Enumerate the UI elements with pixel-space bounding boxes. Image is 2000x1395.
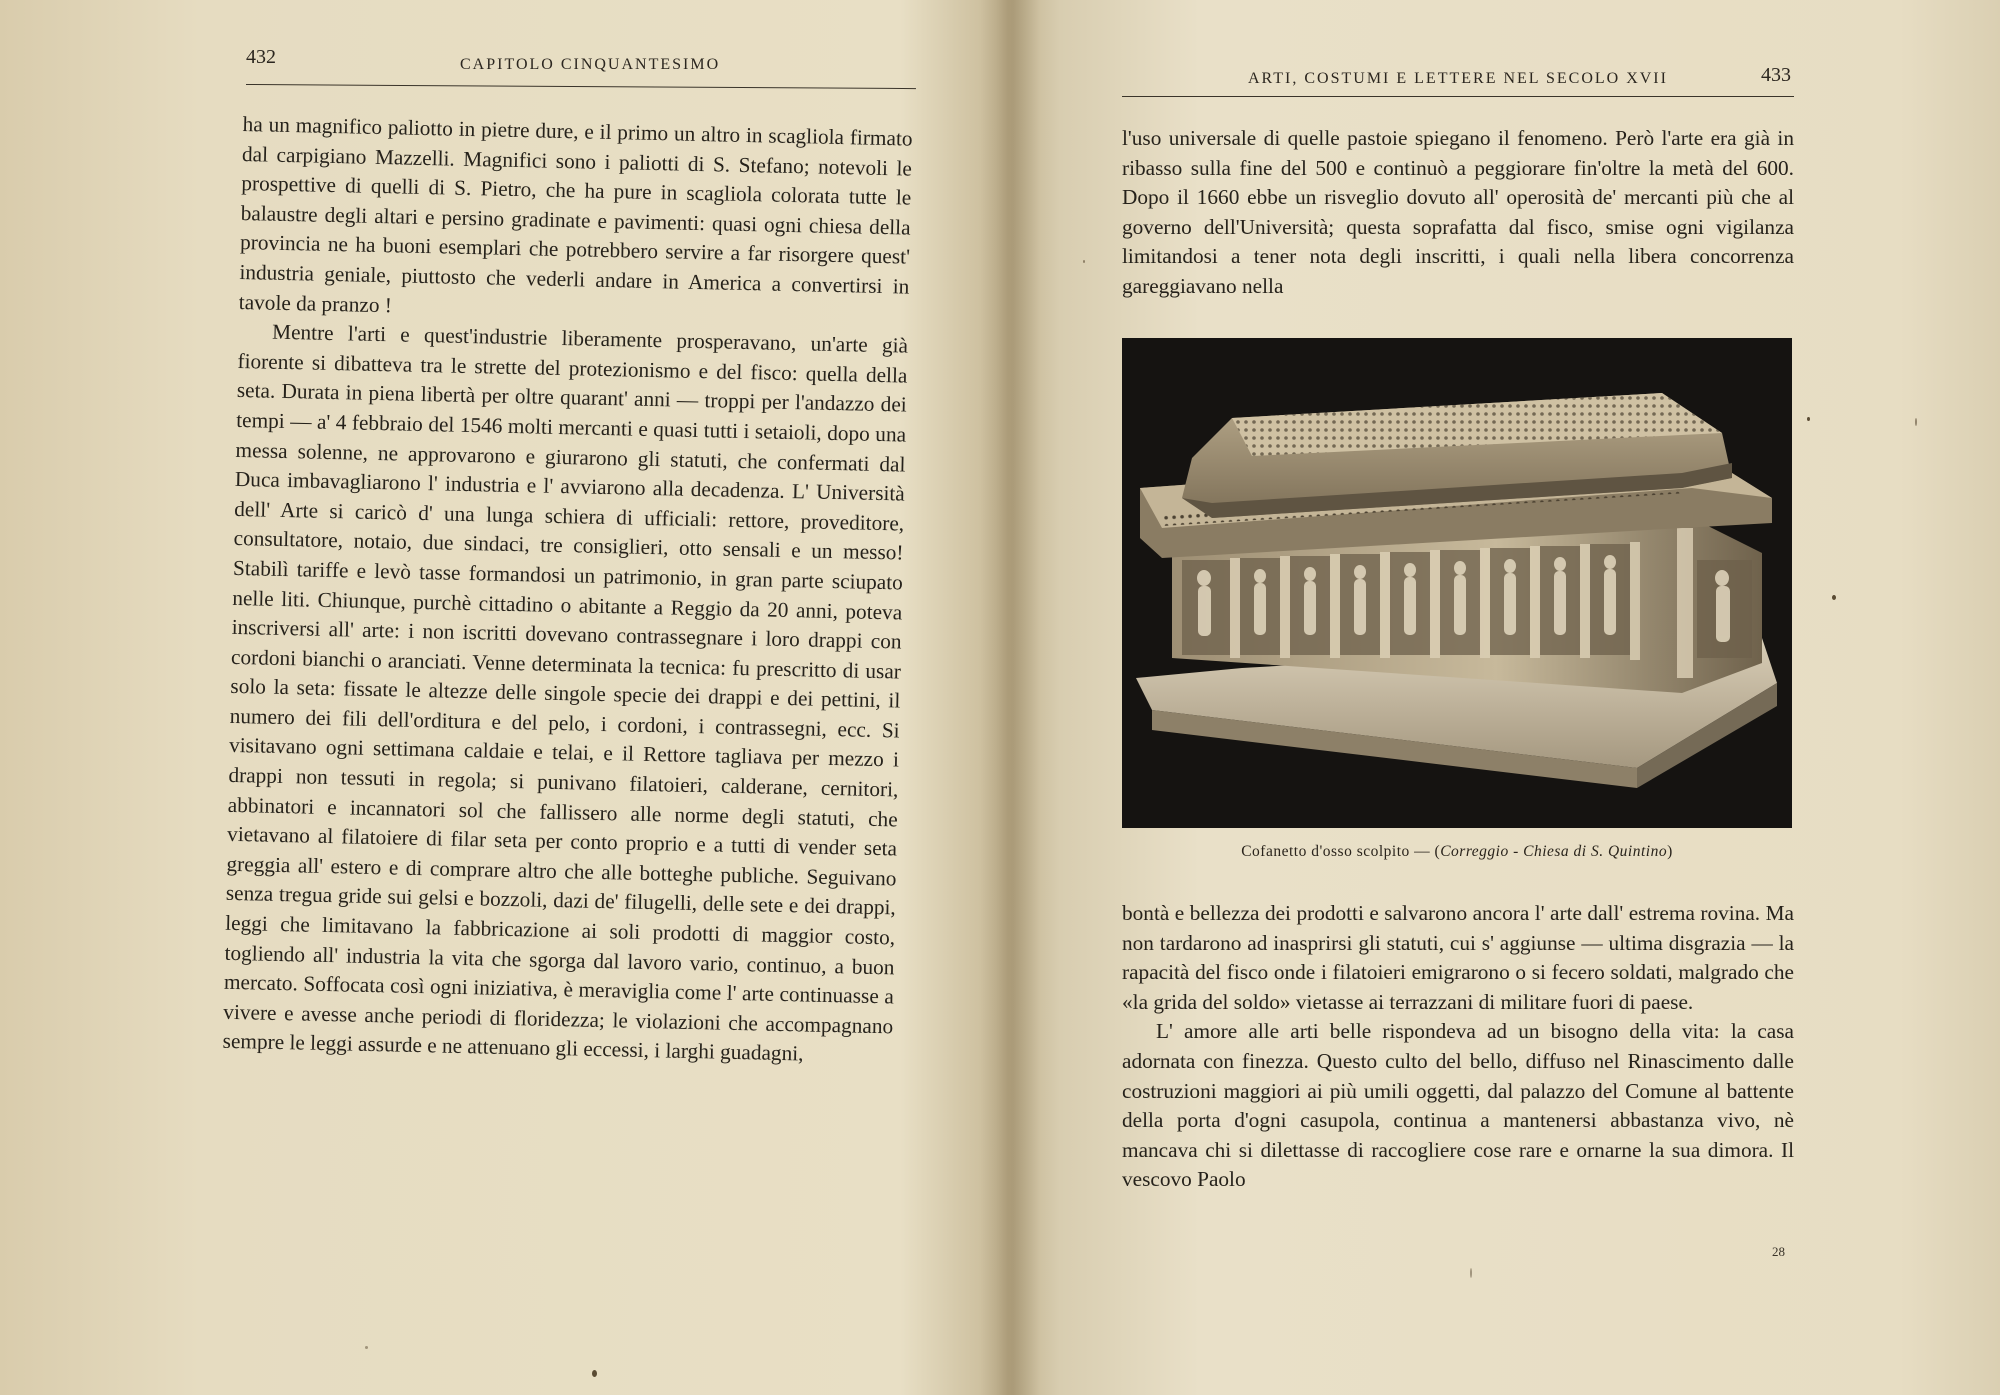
ink-speck xyxy=(1915,418,1917,426)
ink-speck xyxy=(365,1346,368,1349)
left-paragraph-2: Mentre l'arti e quest'industrie liberamente prosperavano, un'arte già fiorente si dibatteva tra le strette del protezionismo e del fisco: quella della seta. Durata in piena libertà per oltre quarant' anni — troppi per l'andazzo dei tempi — a' 4 febbraio del 1546 molti mercanti e quasi tutti i setaioli, dopo una messa solenne, ne approvarono e giurarono gli statuti, che confermati dal Duca imbavagliarono l' industria e l' avviarono alla decadenza. L' Università dell' Arte si caricò d' una lunga schiera di ufficiali: rettore, proveditore, consultatore, notaio, due sindaci, tre consiglieri, otto sensali e un messo! Stabilì tariffe e levò tasse formandosi un patrimonio, in gran parte sciupato nelle liti. Chiunque, purchè cittadino o abitante a Reggio da 20 anni, poteva inscriversi all' arte: i non iscritti dovevano contrassegnare i loro drappi con cordoni bianchi o aranciati. Venne determinata la tecnica: fu prescritto di usar solo la seta: fissate le altezze delle singole specie dei drappi e dei pettini, il numero dei fili dell'orditura e del pelo, i cordoni, i contrassegni, ecc. Si visitavano ogni settimana caldaie e telai, e il Rettore tagliava per mezzo i drappi non tessuti in regola; si punivano filatoieri, calderane, cernitori, abbinatori e incannatori sol che fallissero alle norme degli statuti, che vietavano al filatoiere di filar seta per conto proprio e a tutti di vender seta greggia all' estero e di comprare altro che alle botteghe publiche. Seguivano senza tregua gride sui gelsi e bozzoli, dazi de' filugelli, delle sete e dei drappi, leggi che limitavano la fabbricazione ai soli prodotti di maggior costo, togliendo all' industria la vita che sgorga dal lavoro vario, continuo, a buon mercato. Soffocata così ogni iniziativa, è meraviglia come l' arte continuasse a vivere e avesse anche periodi di floridezza; le violazioni che accompagnano sempre le leggi assurde e ne attenuano gli eccessi, i larghi guadagni, xyxy=(222,319,909,1066)
right-page-number: 433 xyxy=(1761,64,1791,86)
right-running-head: ARTI, COSTUMI E LETTERE NEL SECOLO XVII xyxy=(1248,70,1668,87)
left-running-head: CAPITOLO CINQUANTESIMO xyxy=(460,56,721,73)
right-paragraph-1: bontà e bellezza dei prodotti e salvarono ancora l' arte dall' estrema rovina. Ma non tardarono ad inasprirsi gli statuti, cui s' aggiunse — ultima disgrazia — la rapacità del fisco onde i filatoieri emigrarono o si fecero soldati, malgrado che «la grida del soldo» vietasse ai terrazzani di militare fuori di paese. xyxy=(1122,901,1794,1014)
ink-speck xyxy=(1470,1268,1472,1278)
right-page-body-top xyxy=(1122,124,1794,302)
signature-mark: 28 xyxy=(1772,1244,1785,1259)
ink-speck xyxy=(592,1370,597,1377)
ink-speck xyxy=(1807,417,1810,421)
left-header-rule xyxy=(246,84,916,89)
left-paragraph-1: ha un magnifico paliotto in pietre dure, e il primo un altro in scagliola firmato dal carpigiano Mazzelli. Magnifici sono i paliotti di S. Stefano; notevoli le prospettive di quelli di S. Pietro, che ha pure in scagliola colorata tutte le balaustre degli altari e persino gradinate e pavimenti: quasi ogni chiesa della provincia ne ha buoni esemplari che potrebbero servire a far risorgere quest' industria geniale, piuttosto che vederli andare in America a convertirsi in tavole da pranzo ! xyxy=(238,111,913,317)
casket-photograph xyxy=(1122,338,1792,828)
photo-caption xyxy=(1122,843,1792,861)
left-page-number: 432 xyxy=(246,46,276,68)
right-paragraph-2: L' amore alle arti belle rispondeva ad un bisogno della vita: la casa adornata con finezza. Questo culto del bello, diffuso nel Rinascimento dalle costruzioni maggiori ai più umili oggetti, dal palazzo del Comune al battente della porta d'ogni casupola, continua a mantenersi abbastanza vivo, nè mancava chi si dilettasse di raccogliere cose rare e ornarne la sua dimora. Il vescovo Paolo xyxy=(1122,1019,1794,1192)
right-header-rule xyxy=(1122,96,1794,97)
ink-speck xyxy=(1083,260,1085,263)
right-page-body-bottom xyxy=(1122,899,1794,1195)
left-page-body xyxy=(222,110,912,1071)
caption-close: ) xyxy=(1667,843,1673,860)
right-paragraph-top: l'uso universale di quelle pastoie spiegano il fenomeno. Però l'arte era già in ribasso sulla fine del 500 e continuò a peggiorare fin'oltre la metà del 600. Dopo il 1660 ebbe un risveglio dovuto all' operosità de' mercanti più che al governo dell'Università; questa soprafatta dal fisco, smise ogni vigilanza limitandosi a tener nota degli inscritti, i quali nella libera concorrenza gareggiavano nella xyxy=(1122,126,1794,298)
ink-speck xyxy=(1832,595,1836,600)
caption-main: Cofanetto d'osso scolpito — ( xyxy=(1241,843,1441,860)
caption-location: Correggio - Chiesa di S. Quintino xyxy=(1440,843,1668,860)
